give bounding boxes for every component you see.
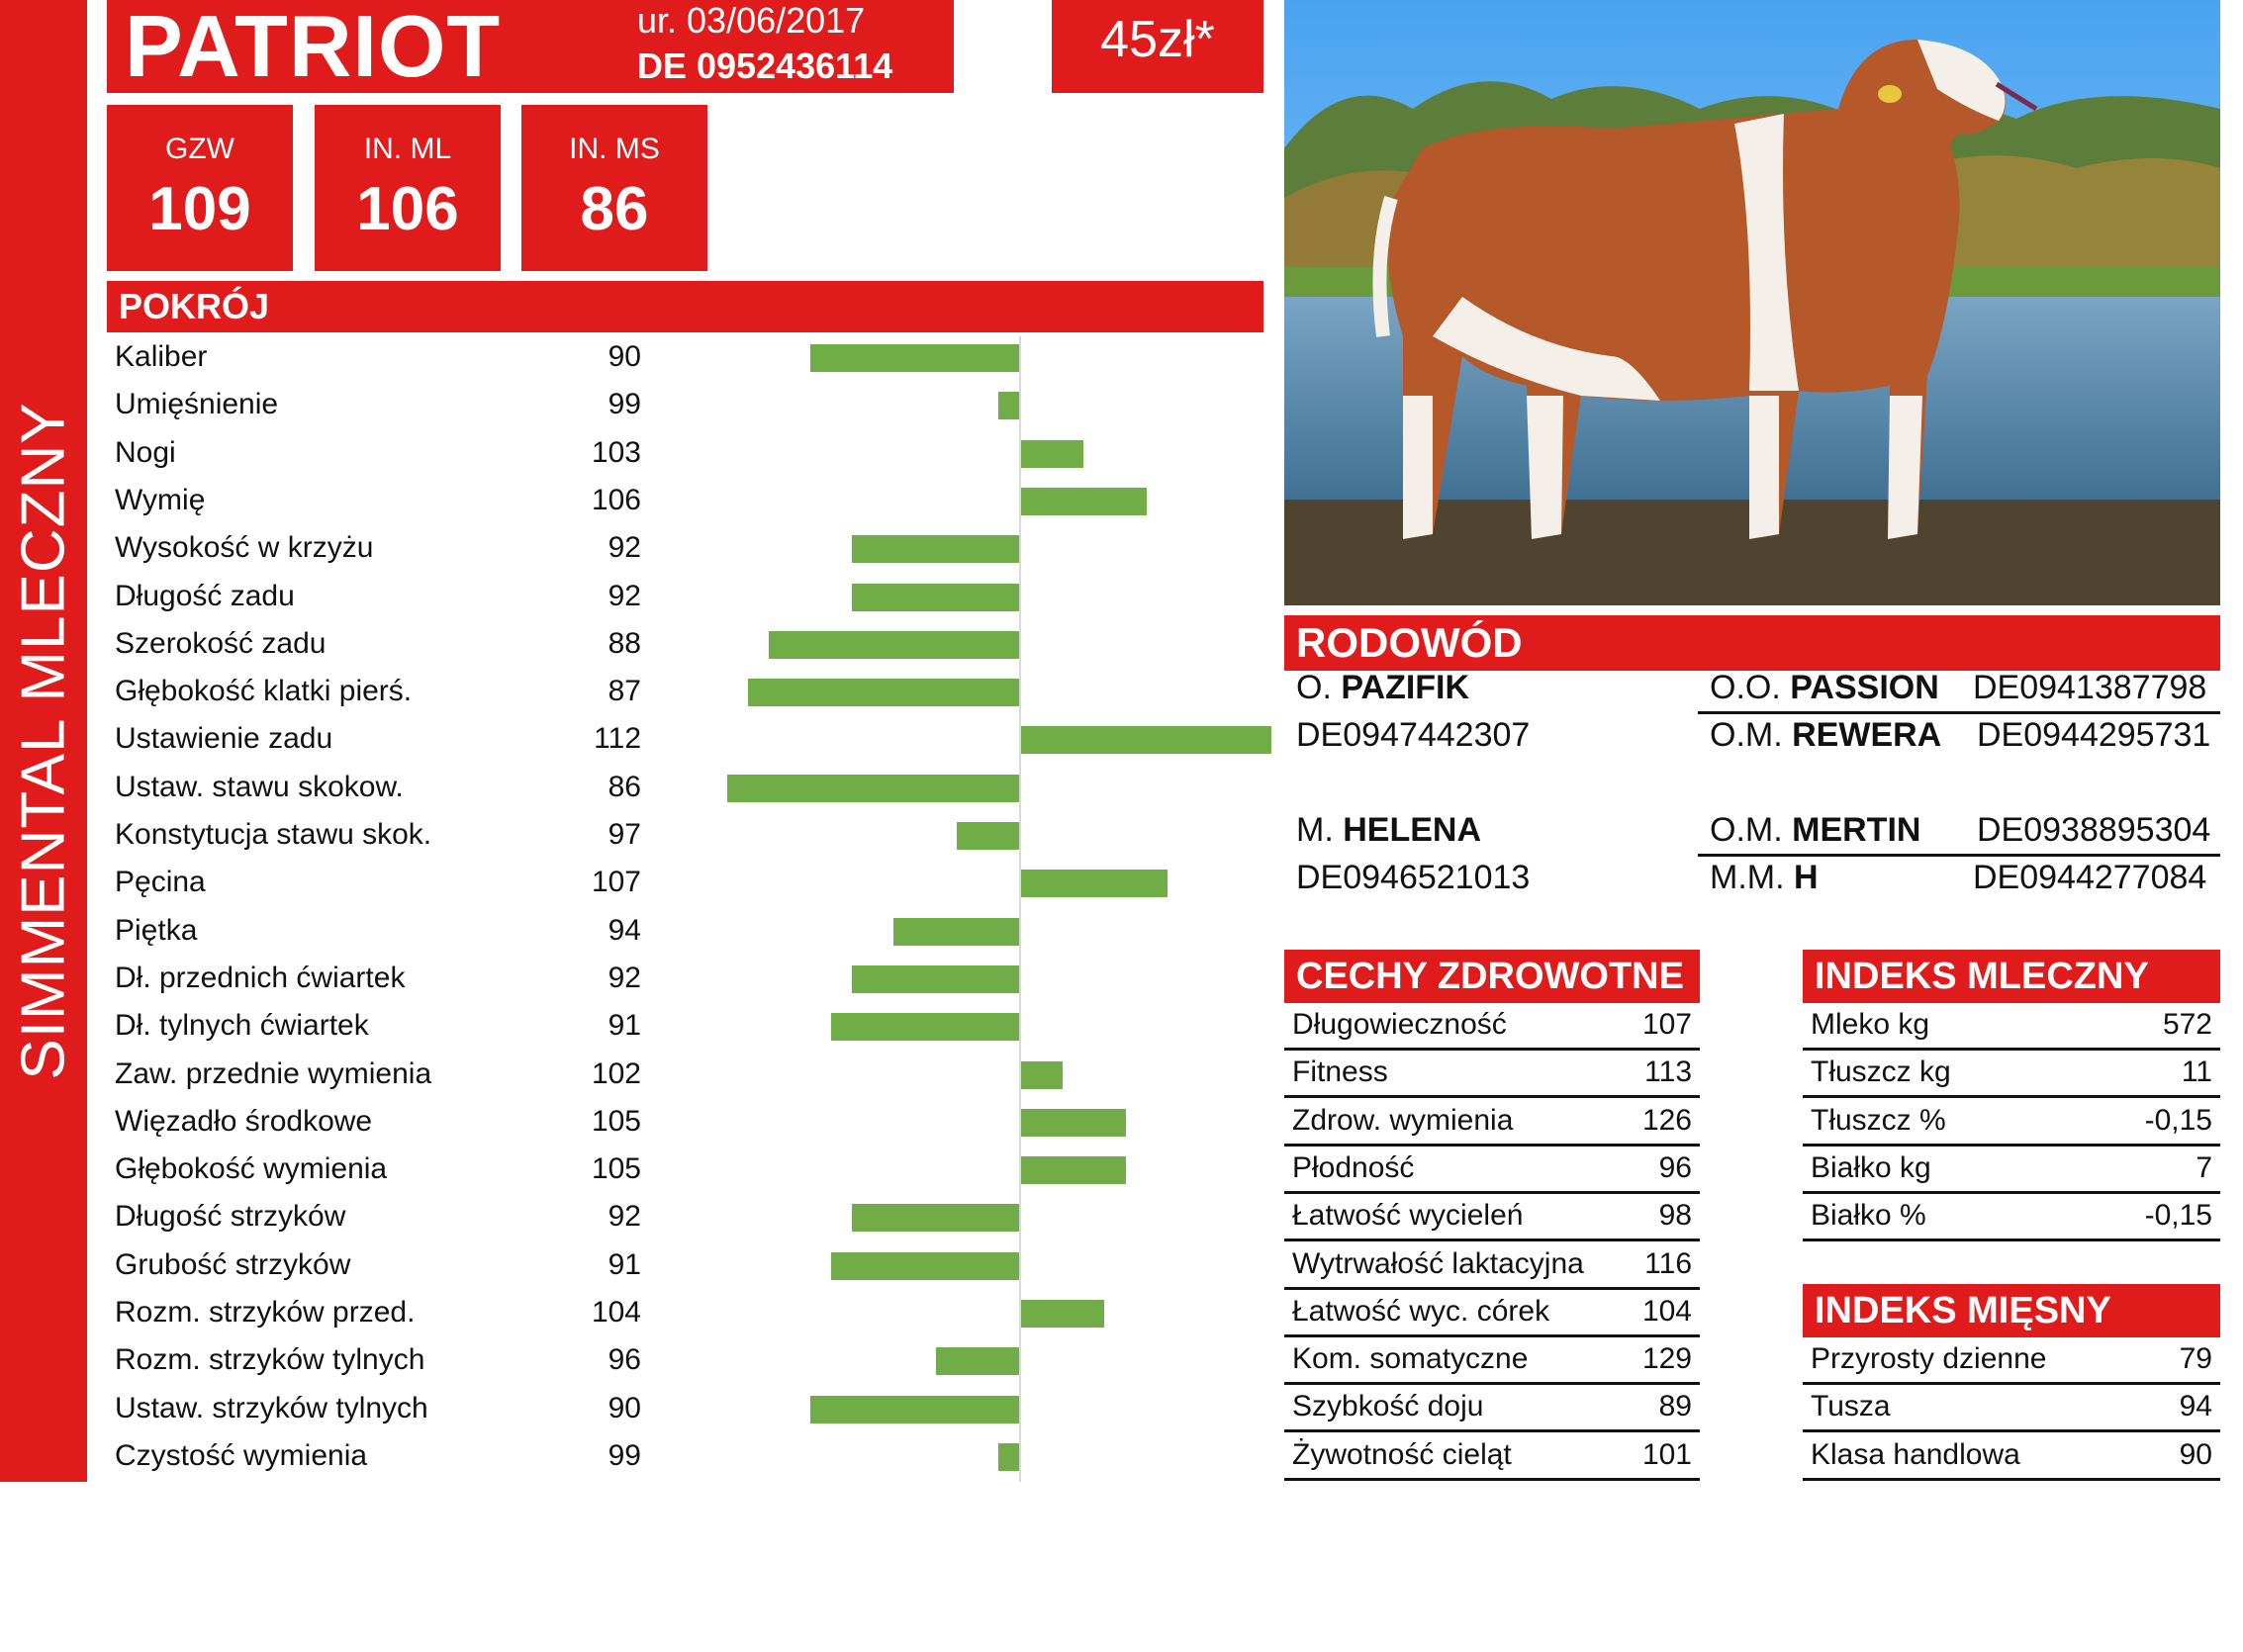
trait-bar — [893, 918, 1019, 946]
trait-value: 92 — [607, 531, 641, 565]
row-value: 90 — [2179, 1437, 2212, 1471]
sire-name: PAZIFIK — [1341, 669, 1470, 706]
table-row — [1284, 1290, 1700, 1337]
row-label: Zdrow. wymienia — [1292, 1103, 1514, 1137]
index-value: 86 — [580, 175, 649, 243]
trait-value: 90 — [607, 340, 641, 373]
trait-value: 97 — [607, 818, 641, 851]
trait-name: Wymię — [115, 483, 206, 516]
row-label: Fitness — [1292, 1055, 1388, 1089]
trait-bar — [831, 1252, 1019, 1280]
trait-bar — [1021, 488, 1147, 515]
trait-row — [107, 860, 1263, 907]
index-box-in-ms — [521, 105, 707, 271]
trait-bar — [1021, 1156, 1126, 1184]
row-label: Tłuszcz % — [1811, 1103, 1946, 1137]
trait-value: 105 — [591, 1104, 641, 1138]
index-box-in-ml — [315, 105, 501, 271]
trait-row — [107, 812, 1263, 860]
row-value: 572 — [2162, 1008, 2212, 1041]
sire-dam-id: DE0944295731 — [1977, 716, 2211, 754]
row-label: Żywotność cieląt — [1292, 1437, 1512, 1471]
table-row — [1803, 1099, 2220, 1147]
trait-name: Głębokość klatki pierś. — [115, 675, 413, 708]
trait-row — [107, 574, 1263, 621]
sire — [1296, 669, 1469, 707]
trait-value: 96 — [607, 1343, 641, 1377]
registration-number: DE 0952436114 — [637, 46, 893, 86]
index-box-gzw — [107, 105, 293, 271]
table-row — [1284, 1194, 1700, 1241]
trait-value: 90 — [607, 1391, 641, 1424]
dam-sire-id: DE0938895304 — [1977, 811, 2211, 849]
trait-name: Długość zadu — [115, 579, 295, 612]
row-label: Łatwość wycieleń — [1292, 1199, 1524, 1233]
trait-name: Zaw. przednie wymienia — [115, 1056, 432, 1090]
trait-value: 104 — [591, 1296, 641, 1329]
trait-bar — [748, 679, 1019, 706]
sire-sire — [1710, 669, 1939, 707]
trait-value: 99 — [607, 1438, 641, 1472]
trait-name: Umięśnienie — [115, 388, 279, 421]
divider — [1698, 711, 2220, 714]
trait-name: Kaliber — [115, 340, 208, 373]
trait-row — [107, 1052, 1263, 1099]
trait-row — [107, 716, 1263, 764]
row-label: Łatwość wyc. córek — [1292, 1294, 1550, 1328]
dam-dam — [1710, 859, 1819, 897]
trait-name: Dł. tylnych ćwiartek — [115, 1009, 369, 1043]
sire-sire-name: PASSION — [1790, 669, 1939, 706]
sire-prefix: O. — [1296, 669, 1332, 706]
trait-row — [107, 334, 1263, 382]
index-label: IN. ML — [363, 133, 452, 165]
row-value: -0,15 — [2144, 1199, 2212, 1233]
miesny-header: INDEKS MIĘSNY — [1803, 1284, 2220, 1337]
table-row — [1803, 1003, 2220, 1051]
table-row — [1284, 1003, 1700, 1051]
trait-row — [107, 525, 1263, 573]
trait-bar — [1021, 726, 1271, 754]
table-row — [1803, 1385, 2220, 1432]
trait-value: 99 — [607, 388, 641, 421]
trait-bar — [1021, 1061, 1063, 1089]
table-row — [1284, 1099, 1700, 1147]
table-row — [1284, 1433, 1700, 1481]
row-value: 104 — [1641, 1294, 1692, 1328]
table-row — [1284, 1337, 1700, 1385]
row-label: Wytrwałość laktacyjna — [1292, 1246, 1584, 1280]
trait-value: 102 — [591, 1056, 641, 1090]
trait-value: 112 — [594, 722, 641, 756]
table-row — [1284, 1051, 1700, 1098]
trait-bar — [1021, 1109, 1126, 1137]
table-row — [1284, 1385, 1700, 1432]
row-value: 7 — [2196, 1150, 2212, 1184]
trait-name: Głębokość wymienia — [115, 1152, 388, 1186]
row-label: Klasa handlowa — [1811, 1437, 2020, 1471]
row-label: Przyrosty dzienne — [1811, 1342, 2047, 1375]
trait-name: Więzadło środkowe — [115, 1104, 373, 1138]
trait-name: Ustaw. stawu skokow. — [115, 770, 404, 803]
row-value: 79 — [2179, 1342, 2212, 1375]
trait-value: 103 — [591, 435, 641, 469]
row-label: Tusza — [1811, 1390, 1891, 1423]
trait-bar — [852, 965, 1019, 993]
dam-dam-prefix: M.M. — [1710, 859, 1785, 896]
row-label: Kom. somatyczne — [1292, 1342, 1529, 1376]
trait-row — [107, 430, 1263, 478]
divider — [1698, 854, 2220, 857]
row-value: 94 — [2179, 1390, 2212, 1423]
trait-bar — [1021, 440, 1083, 468]
trait-row — [107, 669, 1263, 716]
trait-row — [107, 956, 1263, 1003]
row-label: Długowieczność — [1292, 1008, 1507, 1041]
trait-name: Pęcina — [115, 866, 206, 899]
table-row — [1803, 1147, 2220, 1194]
trait-row — [107, 1194, 1263, 1241]
sire-dam — [1710, 716, 1941, 755]
trait-name: Konstytucja stawu skok. — [115, 818, 432, 851]
trait-bar — [852, 1204, 1019, 1232]
trait-value: 107 — [591, 866, 641, 899]
table-row — [1803, 1051, 2220, 1098]
row-label: Białko % — [1811, 1199, 1926, 1233]
trait-row — [107, 1337, 1263, 1385]
trait-name: Ustawienie zadu — [115, 722, 333, 756]
row-label: Płodność — [1292, 1150, 1415, 1184]
trait-value: 94 — [607, 913, 641, 947]
trait-value: 87 — [607, 675, 641, 708]
dam-id: DE0946521013 — [1296, 859, 1531, 896]
price-value: 45zł* — [1100, 11, 1215, 68]
row-value: 116 — [1644, 1246, 1692, 1280]
trait-bar — [727, 775, 1019, 802]
index-value: 106 — [356, 175, 459, 243]
sire-id: DE0947442307 — [1296, 716, 1531, 754]
row-label: Mleko kg — [1811, 1008, 1930, 1041]
table-row — [1803, 1433, 2220, 1481]
trait-bar — [1021, 870, 1168, 897]
price-badge — [1052, 0, 1263, 93]
trait-row — [107, 1147, 1263, 1194]
dam-name: HELENA — [1343, 811, 1482, 849]
dam-sire — [1710, 811, 1920, 850]
trait-name: Ustaw. strzyków tylnych — [115, 1391, 428, 1424]
dam-dam-id: DE0944277084 — [1973, 859, 2207, 896]
trait-bar — [936, 1347, 1019, 1375]
bull-photo — [1284, 0, 2220, 605]
table-row — [1803, 1194, 2220, 1241]
dam-prefix: M. — [1296, 811, 1334, 849]
trait-row — [107, 1242, 1263, 1290]
trait-bar — [810, 344, 1019, 372]
trait-bar — [852, 535, 1019, 563]
sire-dam-prefix: O.M. — [1710, 716, 1783, 754]
row-label: Tłuszcz kg — [1811, 1055, 1951, 1089]
birth-date: ur. 03/06/2017 — [637, 0, 866, 41]
trait-bar — [1021, 1300, 1104, 1328]
table-row — [1284, 1242, 1700, 1290]
dam-sire-prefix: O.M. — [1710, 811, 1783, 849]
row-value: 107 — [1641, 1008, 1692, 1041]
trait-row — [107, 1099, 1263, 1147]
trait-value: 88 — [607, 626, 641, 660]
dam-sire-name: MERTIN — [1792, 811, 1921, 849]
dam — [1296, 811, 1481, 850]
rodowod-header: RODOWÓD — [1284, 615, 2220, 671]
trait-name: Czystość wymienia — [115, 1438, 368, 1472]
row-value: 98 — [1658, 1199, 1692, 1233]
sire-dam-name: REWERA — [1792, 716, 1942, 754]
trait-name: Dł. przednich ćwiartek — [115, 961, 406, 994]
trait-name: Rozm. strzyków tylnych — [115, 1343, 425, 1377]
trait-row — [107, 1290, 1263, 1337]
trait-row — [107, 1433, 1263, 1481]
bull-name: PATRIOT — [125, 0, 502, 95]
trait-row — [107, 908, 1263, 956]
trait-row — [107, 621, 1263, 669]
row-value: 113 — [1644, 1055, 1692, 1089]
row-label: Szybkość doju — [1292, 1390, 1484, 1423]
row-value: -0,15 — [2144, 1103, 2212, 1137]
row-value: 101 — [1641, 1437, 1692, 1471]
pokroj-header: POKRÓJ — [107, 281, 1263, 332]
trait-row — [107, 1386, 1263, 1433]
index-label: IN. MS — [569, 133, 660, 165]
row-label: Białko kg — [1811, 1150, 1931, 1184]
bull-photo-illustration — [1284, 0, 2220, 605]
trait-value: 86 — [607, 770, 641, 803]
trait-row — [107, 382, 1263, 429]
trait-bar — [810, 1396, 1019, 1423]
row-value: 126 — [1641, 1103, 1692, 1137]
breed-label: SIMMENTAL MLECZNY — [9, 402, 78, 1080]
dam-dam-name: H — [1794, 859, 1819, 896]
trait-bar — [998, 1443, 1019, 1471]
trait-name: Grubość strzyków — [115, 1247, 351, 1281]
title-box — [107, 0, 954, 93]
table-row — [1803, 1337, 2220, 1385]
table-row — [1284, 1147, 1700, 1194]
trait-bar — [831, 1013, 1019, 1041]
sire-sire-id: DE0941387798 — [1973, 669, 2207, 706]
row-value: 89 — [1658, 1390, 1692, 1423]
trait-value: 92 — [607, 961, 641, 994]
index-value: 109 — [148, 175, 251, 243]
trait-name: Wysokość w krzyżu — [115, 531, 374, 565]
trait-row — [107, 765, 1263, 812]
trait-name: Szerokość zadu — [115, 626, 327, 660]
row-value: 96 — [1658, 1150, 1692, 1184]
breed-sidebar — [0, 0, 87, 1482]
mleczny-header: INDEKS MLECZNY — [1803, 950, 2220, 1003]
trait-bar — [998, 392, 1019, 419]
trait-row — [107, 478, 1263, 525]
sire-sire-prefix: O.O. — [1710, 669, 1781, 706]
trait-value: 92 — [607, 1200, 641, 1234]
trait-value: 92 — [607, 579, 641, 612]
row-value: 129 — [1641, 1342, 1692, 1376]
trait-name: Piętka — [115, 913, 198, 947]
cechy-header: CECHY ZDROWOTNE — [1284, 950, 1700, 1003]
trait-value: 91 — [607, 1009, 641, 1043]
trait-bar — [769, 631, 1019, 659]
trait-value: 91 — [607, 1247, 641, 1281]
trait-value: 106 — [591, 483, 641, 516]
trait-name: Długość strzyków — [115, 1200, 346, 1234]
trait-bar — [852, 584, 1019, 611]
trait-value: 105 — [591, 1152, 641, 1186]
row-value: 11 — [2181, 1055, 2212, 1089]
trait-row — [107, 1003, 1263, 1051]
trait-name: Rozm. strzyków przed. — [115, 1296, 416, 1329]
trait-name: Nogi — [115, 435, 176, 469]
trait-bar — [957, 822, 1019, 850]
index-label: GZW — [165, 133, 234, 165]
